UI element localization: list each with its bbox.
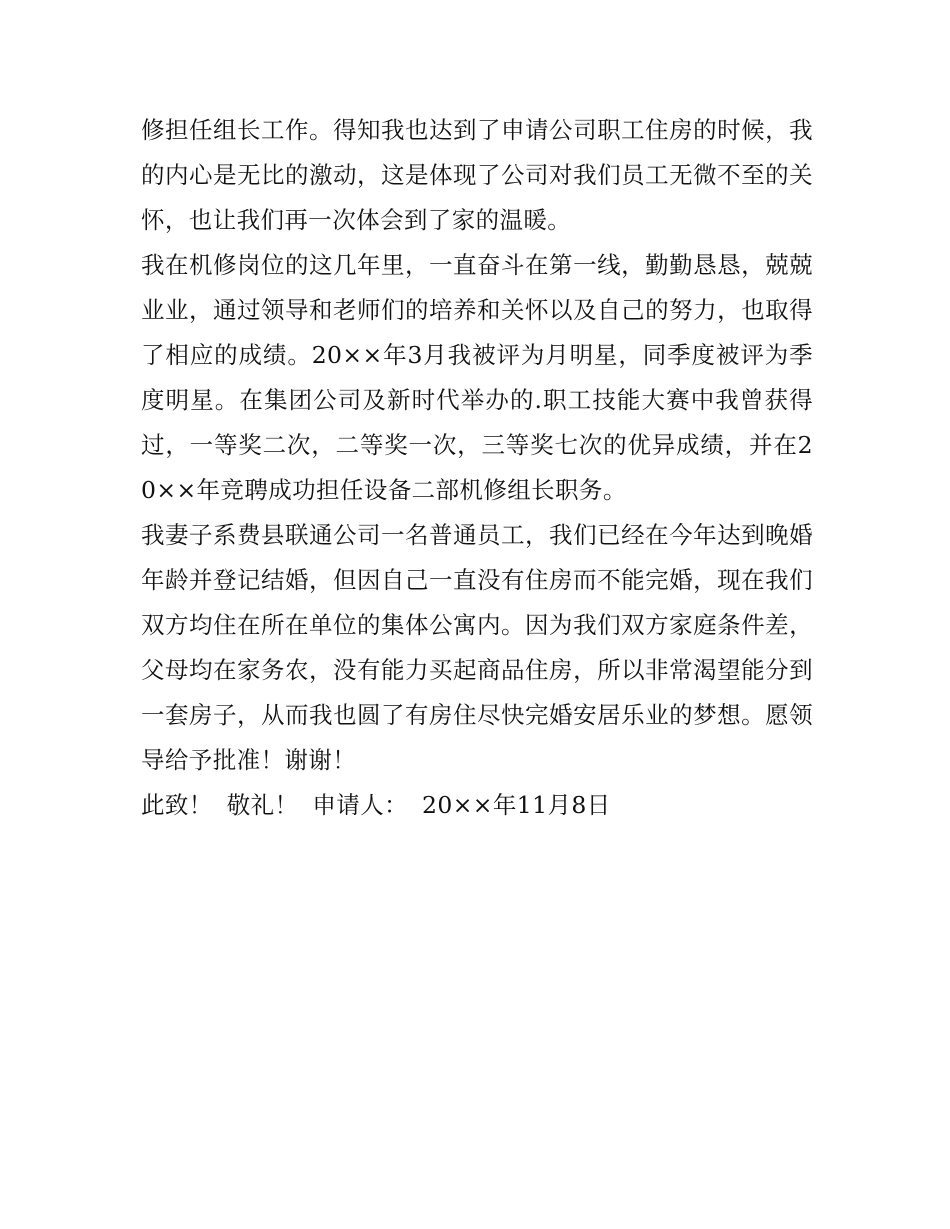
document-body bbox=[141, 108, 813, 828]
paragraph-2: 我在机修岗位的这几年里，一直奋斗在第一线，勤勤恳恳，兢兢业业，通过领导和老师们的培养和关怀以及自己的努力，也取得了相应的成绩。20××年3月我被评为月明星，同季度被评为季度明星。在集团公司及新时代举办的.职工技能大赛中我曾获得过，一等奖二次，二等奖一次，三等奖七次的优异成绩，并在20××年竞聘成功担任设备二部机修组长职务。 bbox=[141, 251, 813, 504]
closing-line bbox=[141, 783, 813, 828]
application-date: 20××年11月8日 bbox=[422, 791, 611, 819]
closing-salutation: 此致！ bbox=[141, 791, 213, 819]
applicant-label: 申请人： bbox=[312, 791, 409, 819]
paragraph-1: 修担任组长工作。得知我也达到了申请公司职工住房的时候，我的内心是无比的激动，这是体现了公司对我们员工无微不至的关怀，也让我们再一次体会到了家的温暖。 bbox=[141, 116, 813, 234]
closing-regards: 敬礼！ bbox=[226, 791, 299, 819]
paragraph-3: 我妻子系费县联通公司一名普通员工，我们已经在今年达到晚婚年龄并登记结婚，但因自己一直没有住房而不能完婚，现在我们双方均住在所在单位的集体公寓内。因为我们双方家庭条件差，父母均在家务农，没有能力买起商品住房，所以非常渴望能分到一套房子，从而我也圆了有房住尽快完婚安居乐业的梦想。愿领导给予批准！谢谢！ bbox=[141, 521, 813, 774]
